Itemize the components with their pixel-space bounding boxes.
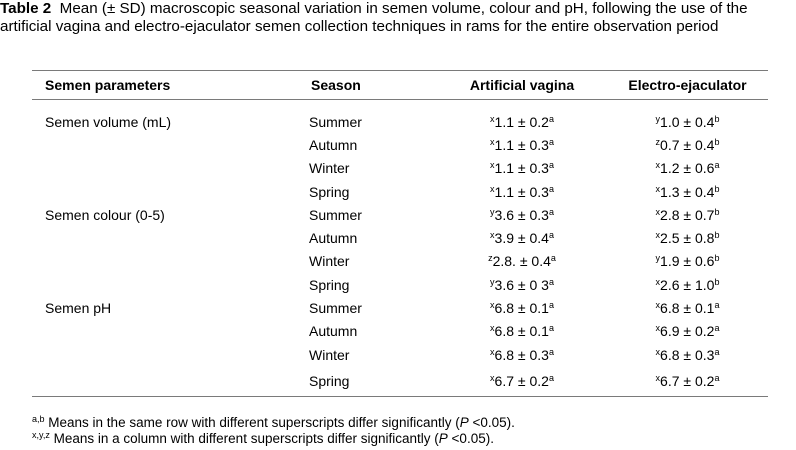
table-row (32, 273, 768, 296)
row-superscript: a (548, 346, 554, 357)
cell-season: Summer (309, 206, 362, 223)
column-superscript: x (490, 323, 495, 334)
cell-artificial-vagina (437, 110, 607, 133)
column-superscript: x (490, 230, 495, 241)
value: 1.2 ± 0.6 (660, 160, 715, 177)
cell-season: Summer (309, 113, 362, 130)
column-superscript: x (490, 300, 495, 311)
row-superscript: a (714, 300, 720, 311)
row-superscript: a (714, 323, 720, 334)
row-superscript: a (548, 113, 554, 124)
row-superscript: a (548, 136, 554, 147)
table-row (32, 203, 768, 226)
cell-season: Spring (309, 183, 350, 200)
footnote-text-end: <0.05). (447, 431, 494, 446)
value: 1.1 ± 0.2 (494, 113, 549, 130)
table-row (32, 110, 768, 133)
header-season: Season (295, 71, 437, 100)
column-superscript: x (490, 113, 495, 124)
footnote-p: P (459, 415, 469, 430)
table-row (32, 226, 768, 249)
header-semen-parameters: Semen parameters (32, 71, 295, 100)
value: 1.1 ± 0.3 (494, 136, 549, 153)
cell-artificial-vagina (437, 273, 607, 296)
value: 6.8 ± 0.1 (660, 300, 715, 317)
cell-parameter (32, 273, 295, 296)
column-superscript: y (490, 276, 495, 287)
header-electro-ejaculator: Electro-ejaculator (607, 71, 768, 100)
row-superscript: a (548, 323, 554, 334)
value: 6.7 ± 0.2 (494, 373, 549, 390)
column-superscript: x (655, 183, 661, 194)
spacer-row (32, 100, 768, 111)
cell-parameter (32, 180, 295, 203)
value: 3.9 ± 0.4 (494, 230, 549, 247)
cell-parameter: Semen colour (0-5) (45, 206, 165, 223)
cell-season: Autumn (309, 136, 358, 153)
table-caption (0, 0, 794, 36)
value: 2.8. ± 0.4 (492, 253, 551, 270)
row-superscript: a (550, 253, 556, 264)
cell-parameter (32, 157, 295, 180)
footnote-row-superscripts (32, 415, 515, 431)
row-superscript: b (714, 276, 720, 287)
row-superscript: b (714, 183, 720, 194)
value: 6.8 ± 0.1 (494, 323, 549, 340)
row-superscript: a (548, 183, 554, 194)
footnote-marker: a,b (32, 414, 45, 424)
table-label: Table 2 (0, 0, 52, 17)
table-body (32, 100, 768, 397)
footnotes (32, 415, 515, 447)
row-superscript: b (714, 253, 720, 264)
cell-parameter (32, 226, 295, 249)
value: 3.6 ± 0 3 (494, 276, 549, 293)
column-superscript: x (490, 183, 495, 194)
cell-electro-ejaculator (607, 273, 768, 296)
footnote-text-end: <0.05). (468, 415, 515, 430)
table-row (32, 133, 768, 156)
cell-parameter (32, 133, 295, 156)
value: 6.8 ± 0.3 (660, 346, 715, 363)
cell-parameter (32, 366, 295, 397)
column-superscript: x (655, 323, 661, 334)
column-superscript: y (655, 113, 661, 124)
cell-artificial-vagina (437, 343, 607, 366)
cell-artificial-vagina (437, 250, 607, 273)
column-superscript: x (655, 230, 661, 241)
cell-parameter: Semen volume (mL) (45, 113, 172, 130)
cell-season: Spring (295, 366, 437, 397)
cell-season: Spring (309, 276, 350, 293)
table-caption-text: Mean (± SD) macroscopic seasonal variation in semen volume, colour and pH, following the use of the artificial vagina and electro-ejaculator semen collection techniques in rams for the entire observation period (0, 0, 748, 35)
cell-electro-ejaculator (607, 320, 768, 343)
cell-season: Autumn (309, 323, 358, 340)
row-superscript: b (714, 230, 720, 241)
column-superscript: y (655, 253, 661, 264)
column-superscript: x (655, 346, 661, 357)
value: 1.3 ± 0.4 (660, 183, 715, 200)
cell-parameter (32, 250, 295, 273)
column-superscript: x (490, 346, 495, 357)
row-superscript: b (714, 113, 720, 124)
column-superscript: x (490, 373, 495, 384)
cell-artificial-vagina (437, 203, 607, 226)
cell-electro-ejaculator (607, 366, 768, 397)
header-artificial-vagina: Artificial vagina (437, 71, 607, 100)
cell-parameter (32, 343, 295, 366)
value: 6.7 ± 0.2 (660, 373, 715, 390)
row-superscript: a (548, 300, 554, 311)
column-superscript: x (655, 276, 661, 287)
column-superscript: x (655, 300, 661, 311)
value: 1.1 ± 0.3 (494, 160, 549, 177)
cell-season: Autumn (309, 230, 358, 247)
cell-electro-ejaculator (607, 203, 768, 226)
value: 6.9 ± 0.2 (660, 323, 715, 340)
row-superscript: a (548, 160, 554, 171)
row-superscript: a (548, 230, 554, 241)
table-row (32, 343, 768, 366)
data-table (32, 70, 768, 397)
footnote-column-superscripts (32, 431, 515, 447)
cell-parameter: Semen pH (45, 300, 112, 317)
cell-electro-ejaculator (607, 226, 768, 249)
cell-parameter (32, 320, 295, 343)
footnote-text: Means in the same row with different superscripts differ significantly ( (48, 415, 460, 430)
table-row (32, 250, 768, 273)
cell-season: Winter (309, 160, 350, 177)
cell-electro-ejaculator (607, 133, 768, 156)
cell-electro-ejaculator (607, 110, 768, 133)
value: 2.8 ± 0.7 (660, 206, 715, 223)
header-row (32, 71, 768, 100)
footnote-text: Means in a column with different superscripts differ significantly ( (49, 431, 439, 446)
column-superscript: x (490, 160, 495, 171)
table-row (32, 366, 768, 397)
row-superscript: a (714, 160, 720, 171)
value: 6.8 ± 0.1 (494, 300, 549, 317)
value: 3.6 ± 0.3 (494, 206, 549, 223)
cell-season: Winter (309, 346, 350, 363)
table-row (32, 180, 768, 203)
table-row (32, 320, 768, 343)
column-superscript: x (655, 206, 661, 217)
row-superscript: a (548, 276, 554, 287)
row-superscript: a (714, 346, 720, 357)
table-row (32, 157, 768, 180)
value: 2.6 ± 1.0 (660, 276, 715, 293)
row-superscript: a (714, 373, 720, 384)
value: 6.8 ± 0.3 (494, 346, 549, 363)
footnote-p: P (438, 431, 448, 446)
value: 1.1 ± 0.3 (494, 183, 549, 200)
column-superscript: x (655, 160, 661, 171)
column-superscript: x (655, 373, 661, 384)
value: 2.5 ± 0.8 (660, 230, 715, 247)
value: 1.0 ± 0.4 (660, 113, 715, 130)
cell-artificial-vagina (437, 296, 607, 319)
row-superscript: a (548, 373, 554, 384)
row-superscript: a (548, 206, 554, 217)
cell-electro-ejaculator (607, 296, 768, 319)
row-superscript: b (714, 136, 720, 147)
value: 0.7 ± 0.4 (660, 136, 715, 153)
cell-electro-ejaculator (607, 343, 768, 366)
value: 1.9 ± 0.6 (660, 253, 715, 270)
column-superscript: z (655, 136, 661, 147)
cell-electro-ejaculator (607, 250, 768, 273)
cell-season: Summer (309, 300, 362, 317)
footnote-marker: x,y,z (32, 430, 50, 440)
cell-electro-ejaculator (607, 157, 768, 180)
cell-artificial-vagina (437, 366, 607, 397)
column-superscript: z (488, 253, 493, 264)
column-superscript: y (490, 206, 495, 217)
cell-artificial-vagina (437, 180, 607, 203)
cell-electro-ejaculator (607, 180, 768, 203)
cell-season: Winter (309, 253, 350, 270)
cell-artificial-vagina (437, 157, 607, 180)
cell-artificial-vagina (437, 133, 607, 156)
table-row (32, 296, 768, 319)
column-superscript: x (490, 136, 495, 147)
cell-artificial-vagina (437, 320, 607, 343)
row-superscript: b (714, 206, 720, 217)
cell-artificial-vagina (437, 226, 607, 249)
